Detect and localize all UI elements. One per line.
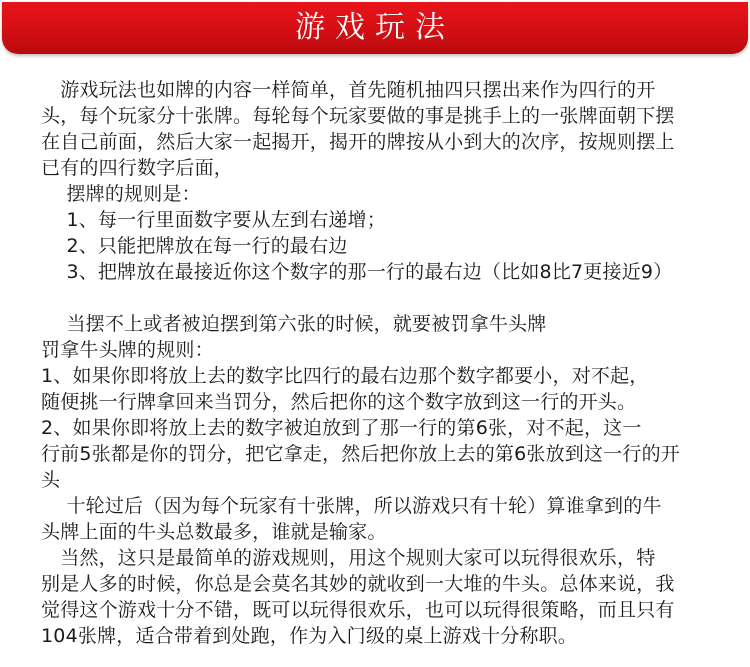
text-line: 2、只能把牌放在每一行的最右边 xyxy=(41,235,348,257)
text-line: 头，每个玩家分十张牌。每轮每个玩家要做的事是挑手上的一张牌面朝下摆 xyxy=(41,105,675,127)
title-banner xyxy=(2,2,748,54)
paragraph-gap xyxy=(41,285,721,311)
text-line: 行前5张都是你的罚分，把它拿走，然后把你放上去的第6张放到这一行的开 xyxy=(41,443,680,465)
text-line: 已有的四行数字后面， xyxy=(41,157,234,179)
text-line: 游戏玩法也如牌的内容一样简单，首先随机抽四只摆出来作为四行的开 xyxy=(41,79,656,101)
text-line: 头 xyxy=(41,469,61,491)
text-line: 觉得这个游戏十分不错，既可以玩得很欢乐，也可以玩得很策略，而且只有 xyxy=(41,599,675,621)
text-line: 摆牌的规则是： xyxy=(41,183,201,205)
text-line: 2、如果你即将放上去的数字被迫放到了那一行的第6张，对不起，这一 xyxy=(41,417,642,439)
page-title: 游戏玩法 xyxy=(295,10,455,45)
text-line: 随便挑一行牌拿回来当罚分，然后把你的这个数字放到这一行的开头。 xyxy=(41,391,637,413)
text-line: 在自己前面，然后大家一起揭开，揭开的牌按从小到大的次序，按规则摆上 xyxy=(41,131,675,153)
text-line: 3、把牌放在最接近你这个数字的那一行的最右边（比如8比7更接近9） xyxy=(41,261,673,283)
text-line: 头牌上面的牛头总数最多，谁就是输家。 xyxy=(41,521,387,543)
text-line: 当摆不上或者被迫摆到第六张的时候，就要被罚拿牛头牌 xyxy=(41,313,547,335)
text-line: 104张牌，适合带着到处跑，作为入门级的桌上游戏十分称职。 xyxy=(41,625,578,647)
text-line: 罚拿牛头牌的规则： xyxy=(41,339,214,361)
text-line: 十轮过后（因为每个玩家有十张牌，所以游戏只有十轮）算谁拿到的牛 xyxy=(41,495,662,517)
rules-text xyxy=(41,77,721,649)
text-line: 1、每一行里面数字要从左到右递增； xyxy=(41,209,386,231)
text-line: 1、如果你即将放上去的数字比四行的最右边那个数字都要小，对不起， xyxy=(41,365,649,387)
text-line: 别是人多的时候，你总是会莫名其妙的就收到一大堆的牛头。总体来说，我 xyxy=(41,573,675,595)
text-line: 当然，这只是最简单的游戏规则，用这个规则大家可以玩得很欢乐，特 xyxy=(41,547,656,569)
